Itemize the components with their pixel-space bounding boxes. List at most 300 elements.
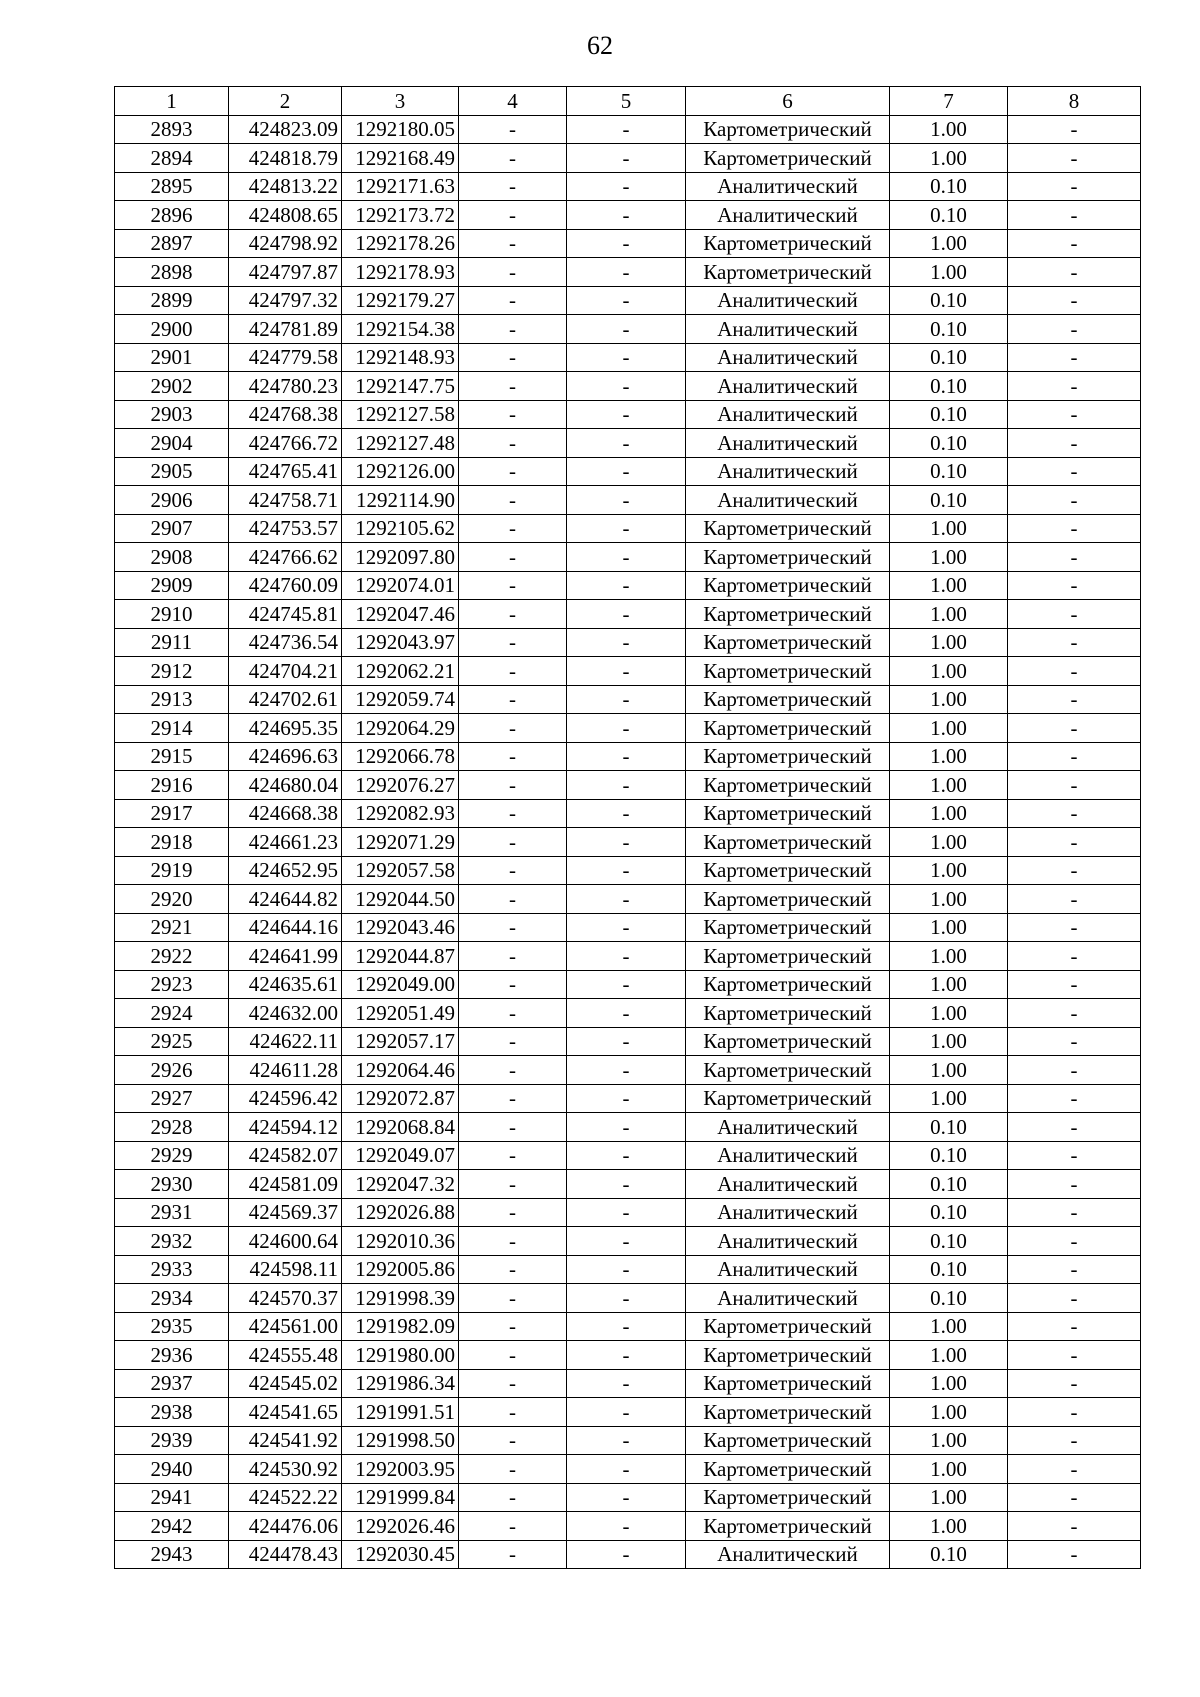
- column-4-cell: -: [459, 913, 567, 942]
- y-coordinate-cell: 1292071.29: [342, 828, 459, 857]
- table-row: [115, 315, 1141, 344]
- table-row: [115, 1170, 1141, 1199]
- column-8-cell: -: [1008, 144, 1141, 173]
- accuracy-cell: 0.10: [890, 1540, 1008, 1569]
- method-cell: Картометрический: [686, 685, 890, 714]
- table-row: [115, 201, 1141, 230]
- table-row: [115, 1084, 1141, 1113]
- y-coordinate-cell: 1292005.86: [342, 1255, 459, 1284]
- column-4-cell: -: [459, 1056, 567, 1085]
- method-cell: Картометрический: [686, 1084, 890, 1113]
- accuracy-cell: 1.00: [890, 828, 1008, 857]
- column-8-cell: -: [1008, 1369, 1141, 1398]
- accuracy-cell: 0.10: [890, 429, 1008, 458]
- y-coordinate-cell: 1292082.93: [342, 799, 459, 828]
- column-5-cell: -: [567, 1540, 686, 1569]
- point-number-cell: 2937: [115, 1369, 229, 1398]
- y-coordinate-cell: 1292076.27: [342, 771, 459, 800]
- point-number-cell: 2906: [115, 486, 229, 515]
- accuracy-cell: 0.10: [890, 1198, 1008, 1227]
- column-4-cell: -: [459, 229, 567, 258]
- column-4-cell: -: [459, 1084, 567, 1113]
- accuracy-cell: 1.00: [890, 1426, 1008, 1455]
- point-number-cell: 2900: [115, 315, 229, 344]
- column-4-cell: -: [459, 1483, 567, 1512]
- table-row: [115, 229, 1141, 258]
- x-coordinate-cell: 424758.71: [229, 486, 342, 515]
- column-5-cell: -: [567, 1255, 686, 1284]
- column-4-cell: -: [459, 1312, 567, 1341]
- column-4-cell: -: [459, 1198, 567, 1227]
- method-cell: Картометрический: [686, 657, 890, 686]
- y-coordinate-cell: 1292127.48: [342, 429, 459, 458]
- y-coordinate-cell: 1292026.88: [342, 1198, 459, 1227]
- x-coordinate-cell: 424478.43: [229, 1540, 342, 1569]
- x-coordinate-cell: 424476.06: [229, 1512, 342, 1541]
- column-4-cell: -: [459, 657, 567, 686]
- table-row: [115, 657, 1141, 686]
- x-coordinate-cell: 424818.79: [229, 144, 342, 173]
- method-cell: Картометрический: [686, 1056, 890, 1085]
- column-4-cell: -: [459, 999, 567, 1028]
- column-5-cell: -: [567, 229, 686, 258]
- table-row: [115, 1455, 1141, 1484]
- column-5-cell: -: [567, 1512, 686, 1541]
- method-cell: Картометрический: [686, 1512, 890, 1541]
- x-coordinate-cell: 424641.99: [229, 942, 342, 971]
- column-8-cell: -: [1008, 571, 1141, 600]
- accuracy-cell: 0.10: [890, 1141, 1008, 1170]
- column-8-cell: -: [1008, 1084, 1141, 1113]
- method-cell: Аналитический: [686, 486, 890, 515]
- table-row: [115, 1198, 1141, 1227]
- y-coordinate-cell: 1292127.58: [342, 400, 459, 429]
- method-cell: Аналитический: [686, 172, 890, 201]
- point-number-cell: 2921: [115, 913, 229, 942]
- x-coordinate-cell: 424598.11: [229, 1255, 342, 1284]
- accuracy-cell: 1.00: [890, 1056, 1008, 1085]
- column-8-cell: -: [1008, 543, 1141, 572]
- point-number-cell: 2925: [115, 1027, 229, 1056]
- table-row: [115, 913, 1141, 942]
- method-cell: Картометрический: [686, 999, 890, 1028]
- column-4-cell: -: [459, 1255, 567, 1284]
- column-8-cell: -: [1008, 429, 1141, 458]
- method-cell: Картометрический: [686, 628, 890, 657]
- y-coordinate-cell: 1292003.95: [342, 1455, 459, 1484]
- table-row: [115, 1141, 1141, 1170]
- column-8-cell: -: [1008, 685, 1141, 714]
- column-5-cell: -: [567, 1398, 686, 1427]
- y-coordinate-cell: 1292010.36: [342, 1227, 459, 1256]
- point-number-cell: 2939: [115, 1426, 229, 1455]
- column-5-cell: -: [567, 1056, 686, 1085]
- method-cell: Аналитический: [686, 1141, 890, 1170]
- point-number-cell: 2917: [115, 799, 229, 828]
- x-coordinate-cell: 424704.21: [229, 657, 342, 686]
- table-row: [115, 771, 1141, 800]
- point-number-cell: 2902: [115, 372, 229, 401]
- accuracy-cell: 0.10: [890, 457, 1008, 486]
- x-coordinate-cell: 424760.09: [229, 571, 342, 600]
- y-coordinate-cell: 1292030.45: [342, 1540, 459, 1569]
- column-8-cell: -: [1008, 970, 1141, 999]
- point-number-cell: 2929: [115, 1141, 229, 1170]
- column-4-cell: -: [459, 1227, 567, 1256]
- column-5-cell: -: [567, 486, 686, 515]
- method-cell: Картометрический: [686, 1426, 890, 1455]
- column-5-cell: -: [567, 201, 686, 230]
- column-4-cell: -: [459, 1512, 567, 1541]
- y-coordinate-cell: 1292072.87: [342, 1084, 459, 1113]
- column-4-cell: -: [459, 1426, 567, 1455]
- y-coordinate-cell: 1292178.26: [342, 229, 459, 258]
- column-header: 3: [342, 87, 459, 116]
- point-number-cell: 2894: [115, 144, 229, 173]
- column-4-cell: -: [459, 1170, 567, 1199]
- column-5-cell: -: [567, 543, 686, 572]
- column-8-cell: -: [1008, 315, 1141, 344]
- table-row: [115, 172, 1141, 201]
- accuracy-cell: 1.00: [890, 856, 1008, 885]
- column-4-cell: -: [459, 543, 567, 572]
- y-coordinate-cell: 1291980.00: [342, 1341, 459, 1370]
- method-cell: Картометрический: [686, 229, 890, 258]
- accuracy-cell: 1.00: [890, 685, 1008, 714]
- point-number-cell: 2916: [115, 771, 229, 800]
- column-4-cell: -: [459, 771, 567, 800]
- column-5-cell: -: [567, 970, 686, 999]
- table-row: [115, 1312, 1141, 1341]
- y-coordinate-cell: 1292057.17: [342, 1027, 459, 1056]
- accuracy-cell: 1.00: [890, 714, 1008, 743]
- x-coordinate-cell: 424661.23: [229, 828, 342, 857]
- column-4-cell: -: [459, 1369, 567, 1398]
- column-header: 1: [115, 87, 229, 116]
- x-coordinate-cell: 424594.12: [229, 1113, 342, 1142]
- column-4-cell: -: [459, 457, 567, 486]
- column-8-cell: -: [1008, 1426, 1141, 1455]
- x-coordinate-cell: 424644.16: [229, 913, 342, 942]
- column-8-cell: -: [1008, 1056, 1141, 1085]
- y-coordinate-cell: 1292068.84: [342, 1113, 459, 1142]
- method-cell: Картометрический: [686, 1369, 890, 1398]
- accuracy-cell: 0.10: [890, 201, 1008, 230]
- column-8-cell: -: [1008, 343, 1141, 372]
- column-8-cell: -: [1008, 286, 1141, 315]
- table-body: [115, 115, 1141, 1569]
- column-8-cell: -: [1008, 1341, 1141, 1370]
- column-5-cell: -: [567, 742, 686, 771]
- column-4-cell: -: [459, 714, 567, 743]
- column-8-cell: -: [1008, 258, 1141, 287]
- y-coordinate-cell: 1292064.29: [342, 714, 459, 743]
- column-8-cell: -: [1008, 486, 1141, 515]
- point-number-cell: 2903: [115, 400, 229, 429]
- x-coordinate-cell: 424765.41: [229, 457, 342, 486]
- column-4-cell: -: [459, 258, 567, 287]
- method-cell: Картометрический: [686, 1483, 890, 1512]
- y-coordinate-cell: 1292178.93: [342, 258, 459, 287]
- point-number-cell: 2915: [115, 742, 229, 771]
- column-8-cell: -: [1008, 514, 1141, 543]
- column-5-cell: -: [567, 429, 686, 458]
- method-cell: Картометрический: [686, 970, 890, 999]
- method-cell: Аналитический: [686, 286, 890, 315]
- column-4-cell: -: [459, 486, 567, 515]
- x-coordinate-cell: 424561.00: [229, 1312, 342, 1341]
- point-number-cell: 2923: [115, 970, 229, 999]
- y-coordinate-cell: 1292047.46: [342, 600, 459, 629]
- point-number-cell: 2943: [115, 1540, 229, 1569]
- page-number: 62: [587, 31, 613, 60]
- point-number-cell: 2913: [115, 685, 229, 714]
- column-8-cell: -: [1008, 1483, 1141, 1512]
- column-5-cell: -: [567, 1141, 686, 1170]
- column-4-cell: -: [459, 942, 567, 971]
- x-coordinate-cell: 424569.37: [229, 1198, 342, 1227]
- column-5-cell: -: [567, 999, 686, 1028]
- column-4-cell: -: [459, 885, 567, 914]
- point-number-cell: 2914: [115, 714, 229, 743]
- point-number-cell: 2899: [115, 286, 229, 315]
- point-number-cell: 2940: [115, 1455, 229, 1484]
- column-4-cell: -: [459, 1398, 567, 1427]
- column-4-cell: -: [459, 286, 567, 315]
- column-8-cell: -: [1008, 1540, 1141, 1569]
- method-cell: Картометрический: [686, 1455, 890, 1484]
- point-number-cell: 2938: [115, 1398, 229, 1427]
- column-8-cell: -: [1008, 628, 1141, 657]
- column-5-cell: -: [567, 1455, 686, 1484]
- table-row: [115, 714, 1141, 743]
- accuracy-cell: 0.10: [890, 343, 1008, 372]
- method-cell: Картометрический: [686, 571, 890, 600]
- x-coordinate-cell: 424581.09: [229, 1170, 342, 1199]
- x-coordinate-cell: 424622.11: [229, 1027, 342, 1056]
- column-8-cell: -: [1008, 913, 1141, 942]
- column-header: 8: [1008, 87, 1141, 116]
- method-cell: Аналитический: [686, 1198, 890, 1227]
- x-coordinate-cell: 424813.22: [229, 172, 342, 201]
- table-row: [115, 1056, 1141, 1085]
- column-8-cell: -: [1008, 1227, 1141, 1256]
- table-row: [115, 1341, 1141, 1370]
- accuracy-cell: 1.00: [890, 1483, 1008, 1512]
- x-coordinate-cell: 424541.65: [229, 1398, 342, 1427]
- table-row: [115, 970, 1141, 999]
- x-coordinate-cell: 424702.61: [229, 685, 342, 714]
- column-4-cell: -: [459, 144, 567, 173]
- x-coordinate-cell: 424745.81: [229, 600, 342, 629]
- method-cell: Аналитический: [686, 1227, 890, 1256]
- x-coordinate-cell: 424753.57: [229, 514, 342, 543]
- column-5-cell: -: [567, 628, 686, 657]
- y-coordinate-cell: 1291999.84: [342, 1483, 459, 1512]
- column-8-cell: -: [1008, 1027, 1141, 1056]
- column-8-cell: -: [1008, 201, 1141, 230]
- y-coordinate-cell: 1292049.00: [342, 970, 459, 999]
- point-number-cell: 2941: [115, 1483, 229, 1512]
- accuracy-cell: 1.00: [890, 657, 1008, 686]
- method-cell: Картометрический: [686, 742, 890, 771]
- y-coordinate-cell: 1292173.72: [342, 201, 459, 230]
- accuracy-cell: 1.00: [890, 1512, 1008, 1541]
- column-4-cell: -: [459, 742, 567, 771]
- method-cell: Картометрический: [686, 1027, 890, 1056]
- column-8-cell: -: [1008, 657, 1141, 686]
- x-coordinate-cell: 424680.04: [229, 771, 342, 800]
- point-number-cell: 2931: [115, 1198, 229, 1227]
- accuracy-cell: 1.00: [890, 628, 1008, 657]
- x-coordinate-cell: 424736.54: [229, 628, 342, 657]
- y-coordinate-cell: 1291998.39: [342, 1284, 459, 1313]
- method-cell: Аналитический: [686, 315, 890, 344]
- column-5-cell: -: [567, 1341, 686, 1370]
- method-cell: Аналитический: [686, 343, 890, 372]
- x-coordinate-cell: 424632.00: [229, 999, 342, 1028]
- column-8-cell: -: [1008, 885, 1141, 914]
- y-coordinate-cell: 1292097.80: [342, 543, 459, 572]
- x-coordinate-cell: 424530.92: [229, 1455, 342, 1484]
- column-4-cell: -: [459, 172, 567, 201]
- table-row: [115, 1398, 1141, 1427]
- table-row: [115, 1255, 1141, 1284]
- column-5-cell: -: [567, 372, 686, 401]
- method-cell: Картометрический: [686, 543, 890, 572]
- accuracy-cell: 1.00: [890, 115, 1008, 144]
- method-cell: Картометрический: [686, 115, 890, 144]
- column-4-cell: -: [459, 600, 567, 629]
- point-number-cell: 2905: [115, 457, 229, 486]
- column-5-cell: -: [567, 457, 686, 486]
- column-8-cell: -: [1008, 771, 1141, 800]
- column-4-cell: -: [459, 571, 567, 600]
- column-5-cell: -: [567, 1227, 686, 1256]
- table-row: [115, 457, 1141, 486]
- table-row: [115, 742, 1141, 771]
- table-row: [115, 1483, 1141, 1512]
- column-5-cell: -: [567, 771, 686, 800]
- table-row: [115, 1227, 1141, 1256]
- column-8-cell: -: [1008, 1255, 1141, 1284]
- column-4-cell: -: [459, 372, 567, 401]
- table-row: [115, 486, 1141, 515]
- x-coordinate-cell: 424522.22: [229, 1483, 342, 1512]
- y-coordinate-cell: 1292180.05: [342, 115, 459, 144]
- accuracy-cell: 0.10: [890, 1284, 1008, 1313]
- method-cell: Картометрический: [686, 600, 890, 629]
- method-cell: Картометрический: [686, 1341, 890, 1370]
- column-8-cell: -: [1008, 457, 1141, 486]
- column-header: 5: [567, 87, 686, 116]
- y-coordinate-cell: 1292044.50: [342, 885, 459, 914]
- method-cell: Картометрический: [686, 942, 890, 971]
- accuracy-cell: 1.00: [890, 543, 1008, 572]
- column-4-cell: -: [459, 856, 567, 885]
- column-8-cell: -: [1008, 115, 1141, 144]
- column-4-cell: -: [459, 115, 567, 144]
- column-4-cell: -: [459, 1284, 567, 1313]
- point-number-cell: 2897: [115, 229, 229, 258]
- y-coordinate-cell: 1292026.46: [342, 1512, 459, 1541]
- column-8-cell: -: [1008, 229, 1141, 258]
- y-coordinate-cell: 1292154.38: [342, 315, 459, 344]
- column-4-cell: -: [459, 400, 567, 429]
- x-coordinate-cell: 424779.58: [229, 343, 342, 372]
- x-coordinate-cell: 424555.48: [229, 1341, 342, 1370]
- column-header: 6: [686, 87, 890, 116]
- y-coordinate-cell: 1291986.34: [342, 1369, 459, 1398]
- column-8-cell: -: [1008, 1284, 1141, 1313]
- column-4-cell: -: [459, 1455, 567, 1484]
- column-4-cell: -: [459, 514, 567, 543]
- column-4-cell: -: [459, 970, 567, 999]
- point-number-cell: 2935: [115, 1312, 229, 1341]
- table-row: [115, 999, 1141, 1028]
- column-5-cell: -: [567, 286, 686, 315]
- x-coordinate-cell: 424808.65: [229, 201, 342, 230]
- table-row: [115, 628, 1141, 657]
- table-row: [115, 799, 1141, 828]
- point-number-cell: 2908: [115, 543, 229, 572]
- accuracy-cell: 0.10: [890, 1170, 1008, 1199]
- column-5-cell: -: [567, 1483, 686, 1512]
- method-cell: Аналитический: [686, 1113, 890, 1142]
- table-row: [115, 429, 1141, 458]
- y-coordinate-cell: 1292168.49: [342, 144, 459, 173]
- y-coordinate-cell: 1292062.21: [342, 657, 459, 686]
- table-row: [115, 942, 1141, 971]
- y-coordinate-cell: 1292059.74: [342, 685, 459, 714]
- y-coordinate-cell: 1292148.93: [342, 343, 459, 372]
- accuracy-cell: 1.00: [890, 514, 1008, 543]
- column-5-cell: -: [567, 144, 686, 173]
- table-row: [115, 885, 1141, 914]
- accuracy-cell: 1.00: [890, 742, 1008, 771]
- accuracy-cell: 1.00: [890, 970, 1008, 999]
- table-row: [115, 1426, 1141, 1455]
- column-header: 7: [890, 87, 1008, 116]
- column-5-cell: -: [567, 685, 686, 714]
- point-number-cell: 2934: [115, 1284, 229, 1313]
- column-5-cell: -: [567, 343, 686, 372]
- x-coordinate-cell: 424798.92: [229, 229, 342, 258]
- method-cell: Картометрический: [686, 913, 890, 942]
- point-number-cell: 2930: [115, 1170, 229, 1199]
- y-coordinate-cell: 1292064.46: [342, 1056, 459, 1085]
- column-5-cell: -: [567, 657, 686, 686]
- column-8-cell: -: [1008, 856, 1141, 885]
- point-number-cell: 2909: [115, 571, 229, 600]
- column-8-cell: -: [1008, 999, 1141, 1028]
- accuracy-cell: 0.10: [890, 286, 1008, 315]
- accuracy-cell: 0.10: [890, 372, 1008, 401]
- table-row: [115, 828, 1141, 857]
- x-coordinate-cell: 424696.63: [229, 742, 342, 771]
- column-8-cell: -: [1008, 828, 1141, 857]
- method-cell: Аналитический: [686, 372, 890, 401]
- x-coordinate-cell: 424600.64: [229, 1227, 342, 1256]
- table-row: [115, 1027, 1141, 1056]
- table-row: [115, 144, 1141, 173]
- y-coordinate-cell: 1292105.62: [342, 514, 459, 543]
- point-number-cell: 2911: [115, 628, 229, 657]
- point-number-cell: 2912: [115, 657, 229, 686]
- column-5-cell: -: [567, 400, 686, 429]
- y-coordinate-cell: 1292147.75: [342, 372, 459, 401]
- column-8-cell: -: [1008, 1455, 1141, 1484]
